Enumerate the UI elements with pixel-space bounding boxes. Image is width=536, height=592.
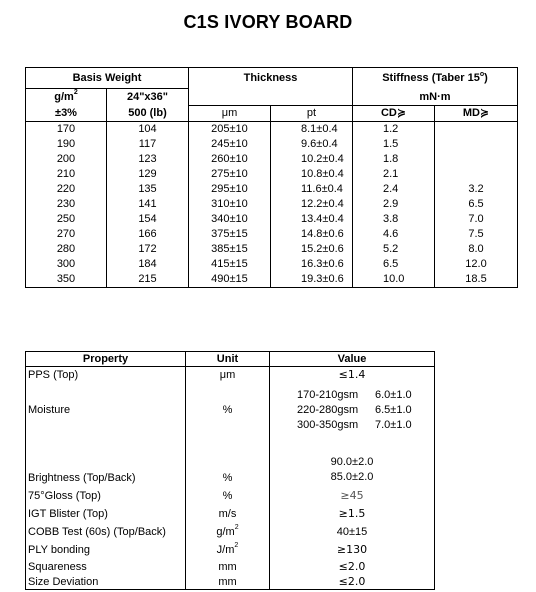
spec-row bbox=[26, 272, 518, 288]
thickness-pt-cell: 16.3±0.6 bbox=[271, 257, 353, 272]
stiffness-cd-cell: 2.9 bbox=[353, 197, 435, 212]
property-label: COBB Test (60s) (Top/Back) bbox=[28, 526, 166, 538]
lb-header: 500 (lb) bbox=[107, 105, 189, 121]
value-cell bbox=[270, 437, 435, 487]
moisture-range: 220-280gsm bbox=[297, 403, 359, 416]
value-cell: ≥130 bbox=[270, 541, 435, 559]
stiffness-md-cell bbox=[435, 152, 518, 167]
thickness-pt-cell: 10.2±0.4 bbox=[271, 152, 353, 167]
stiffness-cd-cell: 6.5 bbox=[353, 257, 435, 272]
thickness-um-cell: 385±15 bbox=[189, 242, 271, 257]
unit-cell: mm bbox=[186, 559, 270, 574]
spec-row bbox=[26, 227, 518, 242]
thickness-um-cell: 415±15 bbox=[189, 257, 271, 272]
gloss-row bbox=[26, 487, 435, 505]
stiffness-header: Stiffness (Taber 15$^o$) bbox=[353, 68, 518, 89]
value-cell: ≤2.0 bbox=[270, 559, 435, 574]
gsm-cell: 170 bbox=[56, 123, 76, 135]
unit-cell: m/s bbox=[186, 505, 270, 523]
property-table bbox=[25, 351, 435, 590]
unit-cell: mm bbox=[186, 574, 270, 590]
spec-row bbox=[26, 182, 518, 197]
moisture-value: 6.0±1.0 bbox=[375, 388, 412, 401]
lb-cell: 123 bbox=[107, 152, 189, 167]
lb-cell: 135 bbox=[107, 182, 189, 197]
spec-row bbox=[26, 242, 518, 257]
stiffness-md-cell: 7.5 bbox=[435, 227, 518, 242]
lb-cell: 172 bbox=[107, 242, 189, 257]
unit-cell: $J/m^2$ bbox=[186, 541, 270, 559]
value-cell: ≥45 bbox=[270, 487, 435, 505]
cobb-row bbox=[26, 523, 435, 541]
thickness-pt-cell: 9.6±0.4 bbox=[271, 137, 353, 152]
basis-weight-header: Basis Weight bbox=[26, 68, 189, 89]
thickness-um-cell: 310±10 bbox=[189, 197, 271, 212]
unit-cell: μm bbox=[186, 367, 270, 384]
stiffness-cd-cell: 1.5 bbox=[353, 137, 435, 152]
lb-cell: 129 bbox=[107, 167, 189, 182]
gsm-cell: 200 bbox=[56, 153, 76, 165]
gsm-cell: 220 bbox=[56, 183, 76, 195]
moisture-row bbox=[26, 383, 435, 437]
stiffness-cd-cell: 3.8 bbox=[353, 212, 435, 227]
gsm-cell: 350 bbox=[56, 273, 76, 285]
size-deviation-row bbox=[26, 574, 435, 590]
unit-header: Unit bbox=[186, 352, 270, 367]
property-header: Property bbox=[26, 352, 186, 367]
property-label: PLY bonding bbox=[28, 544, 90, 556]
stiffness-md-cell bbox=[435, 167, 518, 182]
unit-cell: % bbox=[186, 437, 270, 487]
stiffness-cd-cell: 1.2 bbox=[353, 121, 435, 137]
thickness-pt-cell: 14.8±0.6 bbox=[271, 227, 353, 242]
cd-header: CD≽ bbox=[353, 105, 435, 121]
brightness-back: 85.0±2.0 bbox=[330, 471, 374, 483]
lb-cell: 117 bbox=[107, 137, 189, 152]
gsm-cell: 210 bbox=[56, 168, 76, 180]
thickness-um-cell: 245±10 bbox=[189, 137, 271, 152]
lb-cell: 154 bbox=[107, 212, 189, 227]
value-cell bbox=[270, 383, 435, 437]
stiffness-md-cell bbox=[435, 137, 518, 152]
thickness-pt-cell: 15.2±0.6 bbox=[271, 242, 353, 257]
lb-cell: 104 bbox=[107, 121, 189, 137]
spec-row bbox=[26, 212, 518, 227]
stiffness-md-cell: 7.0 bbox=[435, 212, 518, 227]
value-cell: ≥1.5 bbox=[270, 505, 435, 523]
thickness-pt-cell: 13.4±0.4 bbox=[271, 212, 353, 227]
stiffness-md-cell bbox=[435, 121, 518, 137]
lb-cell: 215 bbox=[107, 272, 189, 288]
property-label: PPS (Top) bbox=[28, 369, 79, 381]
igt-row bbox=[26, 505, 435, 523]
thickness-pt-cell: 19.3±0.6 bbox=[271, 272, 353, 288]
brightness-top: 90.0±2.0 bbox=[330, 456, 374, 468]
stiffness-cd-cell: 4.6 bbox=[353, 227, 435, 242]
property-label: Squareness bbox=[28, 560, 87, 573]
value-cell: ≤2.0 bbox=[270, 574, 435, 590]
thickness-pt-cell: 10.8±0.4 bbox=[271, 167, 353, 182]
property-label: Brightness (Top/Back) bbox=[28, 472, 136, 484]
value-cell: 40±15 bbox=[270, 523, 435, 541]
stiffness-cd-cell: 1.8 bbox=[353, 152, 435, 167]
property-label: Moisture bbox=[28, 404, 71, 416]
stiffness-md-cell: 6.5 bbox=[435, 197, 518, 212]
lb-cell: 166 bbox=[107, 227, 189, 242]
gsm-header: $g/m^2$ bbox=[54, 89, 78, 103]
thickness-pt-cell: 11.6±0.4 bbox=[271, 182, 353, 197]
stiffness-cd-cell: 5.2 bbox=[353, 242, 435, 257]
stiffness-cd-cell: 2.1 bbox=[353, 167, 435, 182]
unit-cell: $g/m^2$ bbox=[186, 523, 270, 541]
thickness-pt-cell: 12.2±0.4 bbox=[271, 197, 353, 212]
stiffness-md-cell: 12.0 bbox=[435, 257, 518, 272]
moisture-range: 170-210gsm bbox=[297, 388, 359, 401]
spec-row bbox=[26, 197, 518, 212]
property-label: IGT Blister (Top) bbox=[28, 508, 108, 520]
stiffness-md-cell: 8.0 bbox=[435, 242, 518, 257]
gsm-cell: 250 bbox=[56, 213, 76, 225]
gsm-cell: 270 bbox=[56, 228, 76, 240]
stiffness-cd-cell: 2.4 bbox=[353, 182, 435, 197]
ply-row bbox=[26, 541, 435, 559]
gsm-cell: 190 bbox=[56, 138, 76, 150]
lb-cell: 184 bbox=[107, 257, 189, 272]
page-title: C1S IVORY BOARD bbox=[183, 12, 353, 32]
tolerance-header: ±3% bbox=[26, 105, 107, 121]
thickness-um-cell: 340±10 bbox=[189, 212, 271, 227]
property-label: Size Deviation bbox=[28, 575, 99, 588]
stiffness-md-cell: 3.2 bbox=[435, 182, 518, 197]
thickness-um-cell: 260±10 bbox=[189, 152, 271, 167]
specification-table bbox=[25, 67, 518, 288]
spec-row bbox=[26, 257, 518, 272]
unit-cell: % bbox=[186, 487, 270, 505]
spec-row bbox=[26, 121, 518, 137]
moisture-value: 6.5±1.0 bbox=[375, 403, 412, 416]
thickness-um-cell: 490±15 bbox=[189, 272, 271, 288]
unit-cell: % bbox=[186, 383, 270, 437]
sheet-size-header: 24"x36" bbox=[107, 89, 189, 106]
property-label: 75°Gloss (Top) bbox=[28, 490, 101, 502]
thickness-um-cell: 295±10 bbox=[189, 182, 271, 197]
thickness-um-cell: 205±10 bbox=[189, 121, 271, 137]
spec-row bbox=[26, 167, 518, 182]
thickness-pt-cell: 8.1±0.4 bbox=[271, 121, 353, 137]
spec-row bbox=[26, 152, 518, 167]
specification-rows bbox=[26, 121, 518, 287]
pps-row bbox=[26, 367, 435, 384]
value-header: Value bbox=[270, 352, 435, 367]
thickness-um-cell: 375±15 bbox=[189, 227, 271, 242]
gsm-cell: 280 bbox=[56, 243, 76, 255]
thickness-header: Thickness bbox=[189, 68, 353, 106]
gsm-cell: 230 bbox=[56, 198, 76, 210]
thickness-um-cell: 275±10 bbox=[189, 167, 271, 182]
pt-header: pt bbox=[271, 105, 353, 121]
value-cell: ≤1.4 bbox=[270, 367, 435, 384]
stiffness-cd-cell: 10.0 bbox=[353, 272, 435, 288]
stiffness-md-cell: 18.5 bbox=[435, 272, 518, 288]
spec-row bbox=[26, 137, 518, 152]
brightness-row bbox=[26, 437, 435, 487]
um-header: μm bbox=[189, 105, 271, 121]
moisture-value: 7.0±1.0 bbox=[375, 418, 412, 431]
md-header: MD≽ bbox=[435, 105, 518, 121]
lb-cell: 141 bbox=[107, 197, 189, 212]
gsm-cell: 300 bbox=[56, 258, 76, 270]
squareness-row bbox=[26, 559, 435, 574]
moisture-range: 300-350gsm bbox=[297, 418, 359, 431]
stiffness-unit-header: mN·m bbox=[353, 89, 518, 106]
